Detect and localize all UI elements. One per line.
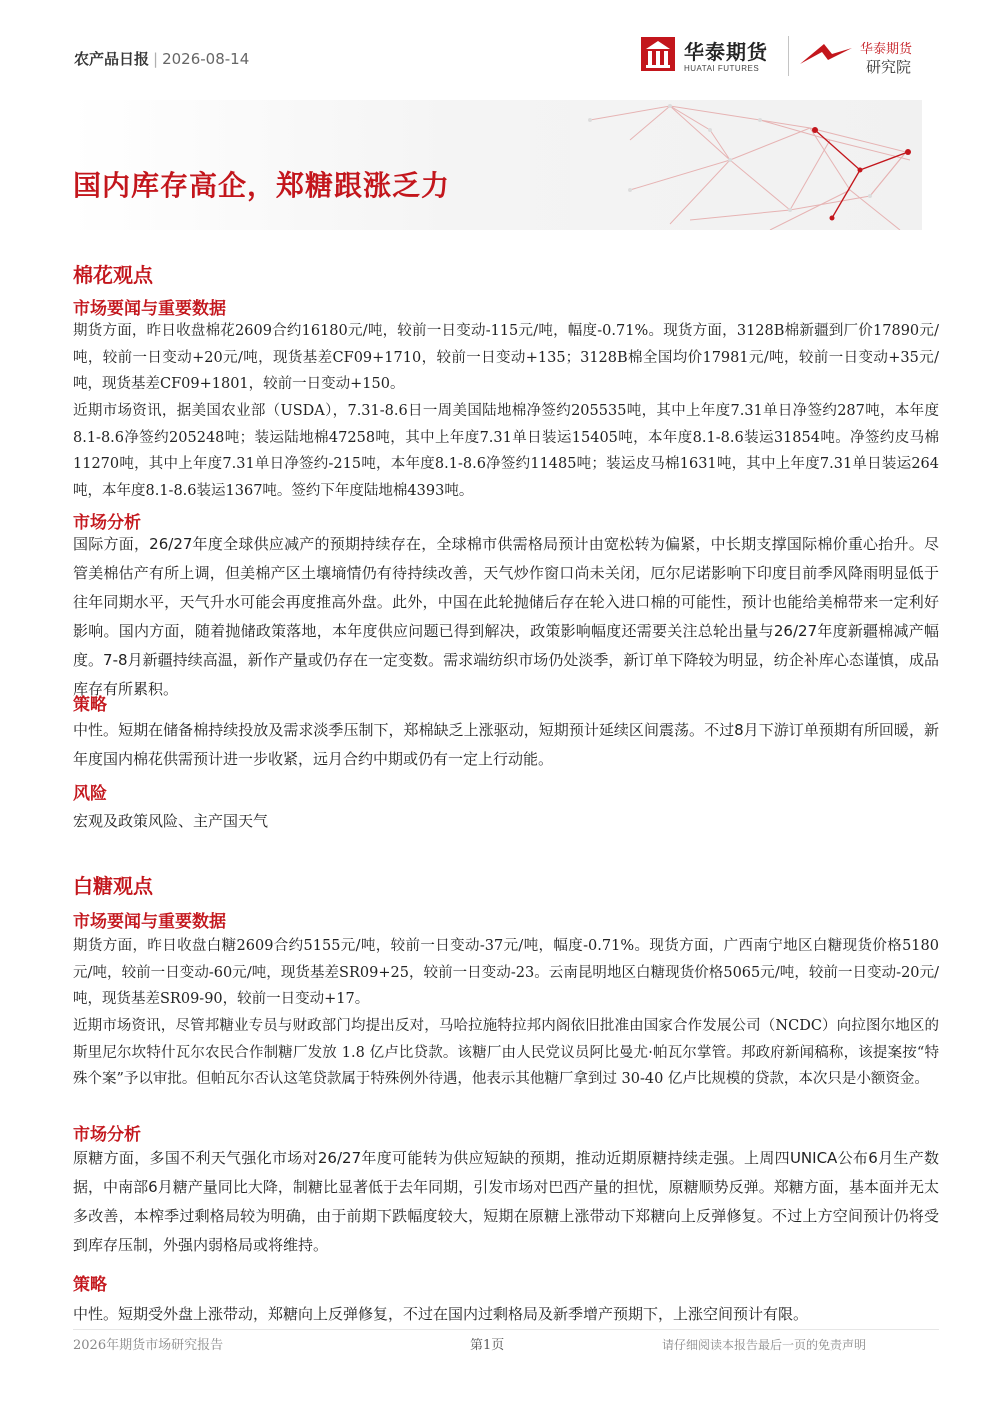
sugar-strategy-heading: 策略 [73,1275,107,1295]
report-type: 农产品日报 [74,50,150,68]
cotton-risk-heading: 风险 [73,784,107,804]
institute-name-line2: 研究院 [866,58,912,76]
title-banner [70,100,922,230]
page-header [0,0,992,92]
cotton-news-heading: 市场要闻与重要数据 [73,299,226,319]
cotton-section-title: 棉花观点 [73,263,153,287]
cotton-analysis-paragraph: 国际方面，26/27年度全球供应减产的预期持续存在，全球棉市供需格局预计由宽松转为偏紧，中长期支撑国际棉价重心抬升。尽管美棉估产有所上调，但美棉产区土壤墒情仍有待持续改善，天气炒作窗口尚未关闭，厄尔尼诺影响下印度目前季风降雨明显低于往年同期水平，天气升水可能会再度推高外盘。此外，中国在此轮抛储后存在轮入进口棉的可能性，预计也能给美棉带来一定利好影响。国内方面，随着抛储政策落地，本年度供应问题已得到解决，政策影响幅度还需要关注总轮出量与26/27年度新疆棉减产幅度。7-8月新疆持续高温，新作产量或仍存在一定变数。需求端纺织市场仍处淡季，新订单下降较为明显，纺企补库心态谨慎，成品库存有所累积。 [73,535,939,698]
sugar-news-paragraph-2: 近期市场资讯，尽管邦糖业专员与财政部门均提出反对，马哈拉施特拉邦内阁依旧批准由国家合作发展公司（NCDC）向拉图尔地区的斯里尼尔坎特什瓦尔农民合作制糖厂发放 1.8 亿卢比贷款。该糖厂由人民党议员阿比曼尤·帕瓦尔掌管。邦政府新闻稿称，该提案按“特殊个案”予以审批。但帕瓦尔否认这笔贷款属于特殊例外待遇，他表示其他糖厂拿到过 30-40 亿卢比规模的贷款，本次只是小额资金。 [73,1018,939,1087]
cotton-analysis-heading: 市场分析 [73,513,141,533]
logo-divider [788,36,789,76]
cotton-strategy-paragraph: 中性。短期在储备棉持续投放及需求淡季压制下，郑棉缺乏上涨驱动，短期预计延续区间震荡。不过8月下游订单预期有所回暖，新年度国内棉花供需预计进一步收紧，远月合约中期或仍有一定上行动能。 [73,721,939,768]
institute-name-line1: 华泰期货 [860,42,913,57]
header-separator: | [153,50,159,68]
sugar-strategy-paragraph: 中性。短期受外盘上涨带动，郑糖向上反弹修复，不过在国内过剩格局及新季增产预期下，上涨空间预计有限。 [73,1305,809,1323]
cotton-strategy-heading: 策略 [73,695,107,715]
footer-divider [73,1329,939,1330]
brand-name-en: HUATAI FUTURES [684,64,760,73]
cotton-news-paragraph-2: 近期市场资讯，据美国农业部（USDA），7.31-8.6日一周美国陆地棉净签约205535吨，其中上年度7.31单日净签约287吨，本年度8.1-8.6净签约205248吨；装运陆地棉47258吨，其中上年度7.31单日装运15405吨，本年度8.1-8.6装运31854吨。净签约皮马棉11270吨，其中上年度7.31单日净签约-215吨，本年度8.1-8.6净签约11485吨；装运皮马棉1631吨，其中上年度7.31单日装运264吨，本年度8.1-8.6装运1367吨。签约下年度陆地棉4393吨。 [73,403,939,499]
report-tag [74,48,249,69]
report-date: 2026-08-14 [162,50,250,68]
page-number: 第1页 [470,1338,505,1353]
huatai-logo-icon [640,36,676,72]
sugar-analysis-heading: 市场分析 [73,1125,141,1145]
institute-logo-icon [798,38,854,68]
footer-report-name: 2026年期货市场研究报告 [73,1338,224,1353]
sugar-news-heading: 市场要闻与重要数据 [73,912,226,932]
brand-name-cn: 华泰期货 [684,40,768,64]
disclaimer-note: 请仔细阅读本报告最后一页的免责声明 [662,1338,867,1352]
sugar-section-title: 白糖观点 [73,874,153,898]
cotton-risk-paragraph: 宏观及政策风险、主产国天气 [73,812,269,830]
sugar-news-paragraph-1: 期货方面，昨日收盘白糖2609合约5155元/吨，较前一日变动-37元/吨，幅度-0.71%。现货方面，广西南宁地区白糖现货价格5180元/吨，较前一日变动-60元/吨，现货基差SR09+25，较前一日变动-23。云南昆明地区白糖现货价格5065元/吨，较前一日变动-20元/吨，现货基差SR09-90，较前一日变动+17。 [73,938,939,1007]
page-title: 国内库存高企，郑糖跟涨乏力 [73,169,451,202]
huatai-logo [640,34,780,78]
sugar-analysis-paragraph: 原糖方面，多国不利天气强化市场对26/27年度可能转为供应短缺的预期，推动近期原糖持续走强。上周四UNICA公布6月生产数据，中南部6月糖产量同比大降，制糖比显著低于去年同期，引发市场对巴西产量的担忧，原糖顺势反弹。郑糖方面，基本面并无太多改善，本榨季过剩格局较为明确，由于前期下跌幅度较大，短期在原糖上涨带动下郑糖向上反弹修复。不过上方空间预计仍将受到库存压制，外强内弱格局或将维持。 [73,1149,939,1254]
cotton-news-paragraph-1: 期货方面，昨日收盘棉花2609合约16180元/吨，较前一日变动-115元/吨，幅度-0.71%。现货方面，3128B棉新疆到厂价17890元/吨，较前一日变动+20元/吨，现货基差CF09+1710，较前一日变动+135；3128B棉全国均价17981元/吨，较前一日变动+35元/吨，现货基差CF09+1801，较前一日变动+150。 [73,323,939,392]
